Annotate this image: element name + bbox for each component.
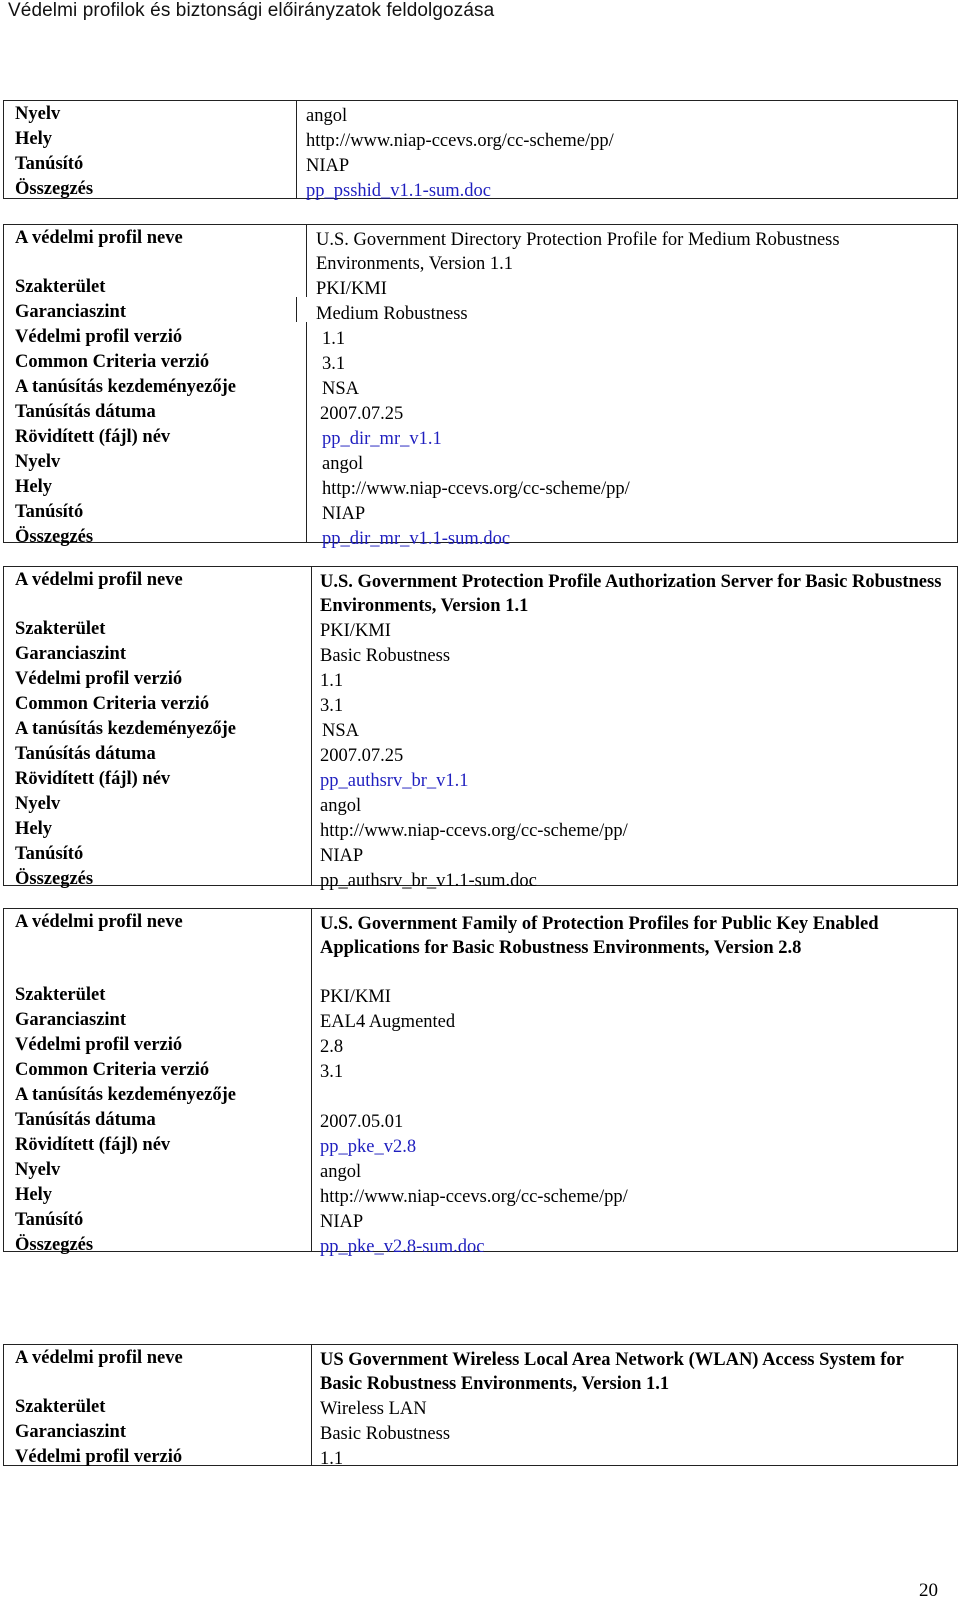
location-label: Hely <box>15 129 52 149</box>
table-row <box>4 499 957 524</box>
profile-name-value: U.S. Government Directory Protection Profile for Medium Robustness Environments, Version 1.1 <box>316 230 840 274</box>
short-name-label: Rövidített (fájl) név <box>15 1135 171 1155</box>
table-row <box>4 1032 957 1057</box>
assurance-value: Basic Robustness <box>320 646 451 666</box>
pp-version-label: Védelmi profil verzió <box>15 1035 183 1055</box>
short-name-link[interactable]: pp_authsrv_br_v1.1 <box>320 771 469 791</box>
initiator-value: NSA <box>322 379 360 399</box>
certifier-label: Tanúsító <box>15 154 84 174</box>
table-row <box>4 691 957 716</box>
domain-value: Wireless LAN <box>320 1399 427 1419</box>
table-row <box>4 101 957 126</box>
assurance-value: EAL4 Augmented <box>320 1012 456 1032</box>
profile-table-1 <box>3 224 958 549</box>
language-label: Nyelv <box>15 104 61 124</box>
certifier-label: Tanúsító <box>15 1210 84 1230</box>
pp-version-label: Védelmi profil verzió <box>15 669 183 689</box>
initiator-value: NSA <box>322 721 360 741</box>
table-row <box>4 424 957 449</box>
location-value: http://www.niap-ccevs.org/cc-scheme/pp/ <box>306 131 614 151</box>
table-row <box>4 666 957 691</box>
summary-label: Összegzés <box>15 527 94 547</box>
assurance-label: Garanciaszint <box>15 1422 126 1442</box>
summary-value: pp_authsrv_br_v1.1-sum.doc <box>320 871 537 891</box>
assurance-label: Garanciaszint <box>15 1010 126 1030</box>
table-row <box>4 1394 957 1419</box>
profile-name-value: U.S. Government Protection Profile Authorization Server for Basic Robustness Environments, Version 1.1 <box>320 572 942 616</box>
summary-label: Összegzés <box>15 179 94 199</box>
table-row <box>4 1007 957 1032</box>
table-row <box>4 982 957 1007</box>
profile-table-2 <box>3 566 958 891</box>
location-value: http://www.niap-ccevs.org/cc-scheme/pp/ <box>322 479 630 499</box>
domain-label: Szakterület <box>15 985 106 1005</box>
pp-version-value: 1.1 <box>320 671 344 691</box>
initiator-label: A tanúsítás kezdeményezője <box>15 377 236 397</box>
summary-label: Összegzés <box>15 869 94 889</box>
table-row <box>4 766 957 791</box>
table-row <box>4 449 957 474</box>
summary-link[interactable]: pp_pke_v2.8-sum.doc <box>320 1237 485 1257</box>
table-row <box>4 791 957 816</box>
language-value: angol <box>320 1162 362 1182</box>
short-name-label: Rövidített (fájl) név <box>15 769 171 789</box>
table-row <box>4 741 957 766</box>
profile-table-0 <box>3 100 958 199</box>
table-row <box>4 841 957 866</box>
cc-version-label: Common Criteria verzió <box>15 694 210 714</box>
initiator-label: A tanúsítás kezdeményezője <box>15 719 236 739</box>
table-row <box>4 349 957 374</box>
table-row <box>4 324 957 349</box>
language-value: angol <box>320 796 362 816</box>
profile-name-label: A védelmi profil neve <box>15 570 183 590</box>
cert-date-label: Tanúsítás dátuma <box>15 744 156 764</box>
cert-date-label: Tanúsítás dátuma <box>15 402 156 422</box>
domain-label: Szakterület <box>15 1397 106 1417</box>
profile-table-4 <box>3 1344 958 1469</box>
cc-version-value: 3.1 <box>320 1062 344 1082</box>
language-label: Nyelv <box>15 452 61 472</box>
table-row <box>4 399 957 424</box>
summary-link[interactable]: pp_dir_mr_v1.1-sum.doc <box>322 529 511 549</box>
pp-version-value: 2.8 <box>320 1037 344 1057</box>
profile-name-value: U.S. Government Family of Protection Profiles for Public Key Enabled Applications for Basic Robustness Environments, Version 2.8 <box>320 914 879 958</box>
table-row <box>4 151 957 176</box>
table-row <box>4 474 957 499</box>
table-row <box>4 274 957 299</box>
language-value: angol <box>322 454 364 474</box>
profile-name-label: A védelmi profil neve <box>15 228 183 248</box>
profile-name-label: A védelmi profil neve <box>15 912 183 932</box>
cc-version-label: Common Criteria verzió <box>15 352 210 372</box>
domain-value: PKI/KMI <box>320 621 391 641</box>
domain-label: Szakterület <box>15 277 106 297</box>
pp-version-label: Védelmi profil verzió <box>15 327 183 347</box>
domain-value: PKI/KMI <box>316 279 387 299</box>
location-value: http://www.niap-ccevs.org/cc-scheme/pp/ <box>320 821 628 841</box>
pp-version-label: Védelmi profil verzió <box>15 1447 183 1467</box>
location-value: http://www.niap-ccevs.org/cc-scheme/pp/ <box>320 1187 628 1207</box>
table-row <box>4 176 957 201</box>
short-name-link[interactable]: pp_pke_v2.8 <box>320 1137 417 1157</box>
pp-version-value: 1.1 <box>322 329 346 349</box>
table-row <box>4 616 957 641</box>
domain-label: Szakterület <box>15 619 106 639</box>
table-row <box>4 1444 957 1469</box>
language-value: angol <box>306 106 348 126</box>
location-label: Hely <box>15 819 52 839</box>
table-row <box>4 225 957 274</box>
table-row <box>4 716 957 741</box>
profile-name-label: A védelmi profil neve <box>15 1348 183 1368</box>
table-row <box>4 1157 957 1182</box>
table-row <box>4 1345 957 1394</box>
language-label: Nyelv <box>15 1160 61 1180</box>
cert-date-label: Tanúsítás dátuma <box>15 1110 156 1130</box>
summary-label: Összegzés <box>15 1235 94 1255</box>
assurance-value: Medium Robustness <box>316 304 468 324</box>
page-number: 20 <box>919 1580 938 1601</box>
table-row <box>4 1082 957 1107</box>
table-row <box>4 1232 957 1257</box>
certifier-label: Tanúsító <box>15 844 84 864</box>
profile-name-value: US Government Wireless Local Area Network (WLAN) Access System for Basic Robustness Environments, Version 1.1 <box>320 1350 904 1394</box>
certifier-value: NIAP <box>320 1212 364 1232</box>
assurance-label: Garanciaszint <box>15 302 126 322</box>
page-header-title: Védelmi profilok és biztonsági előirányzatok feldolgozása <box>8 0 495 21</box>
initiator-label: A tanúsítás kezdeményezője <box>15 1085 236 1105</box>
cc-version-label: Common Criteria verzió <box>15 1060 210 1080</box>
table-row <box>4 374 957 399</box>
table-row <box>4 1182 957 1207</box>
pp-version-value: 1.1 <box>320 1449 344 1469</box>
cc-version-value: 3.1 <box>322 354 346 374</box>
assurance-label: Garanciaszint <box>15 644 126 664</box>
table-row <box>4 567 957 616</box>
short-name-link[interactable]: pp_dir_mr_v1.1 <box>322 429 442 449</box>
profile-table-3 <box>3 908 958 1257</box>
cert-date-value: 2007.07.25 <box>320 404 404 424</box>
domain-value: PKI/KMI <box>320 987 391 1007</box>
cert-date-value: 2007.05.01 <box>320 1112 404 1132</box>
table-row <box>4 816 957 841</box>
location-label: Hely <box>15 477 52 497</box>
certifier-label: Tanúsító <box>15 502 84 522</box>
table-row <box>4 1132 957 1157</box>
table-row <box>4 1107 957 1132</box>
table-row <box>4 126 957 151</box>
certifier-value: NIAP <box>320 846 364 866</box>
table-row <box>4 299 957 324</box>
short-name-label: Rövidített (fájl) név <box>15 427 171 447</box>
location-label: Hely <box>15 1185 52 1205</box>
table-row <box>4 866 957 891</box>
assurance-value: Basic Robustness <box>320 1424 451 1444</box>
table-row <box>4 1057 957 1082</box>
certifier-value: NIAP <box>306 156 350 176</box>
table-row <box>4 1207 957 1232</box>
summary-link[interactable]: pp_psshid_v1.1-sum.doc <box>306 181 491 201</box>
cc-version-value: 3.1 <box>320 696 344 716</box>
language-label: Nyelv <box>15 794 61 814</box>
table-row <box>4 1419 957 1444</box>
table-row <box>4 909 957 982</box>
certifier-value: NIAP <box>322 504 366 524</box>
cert-date-value: 2007.07.25 <box>320 746 404 766</box>
table-row <box>4 641 957 666</box>
table-row <box>4 524 957 549</box>
